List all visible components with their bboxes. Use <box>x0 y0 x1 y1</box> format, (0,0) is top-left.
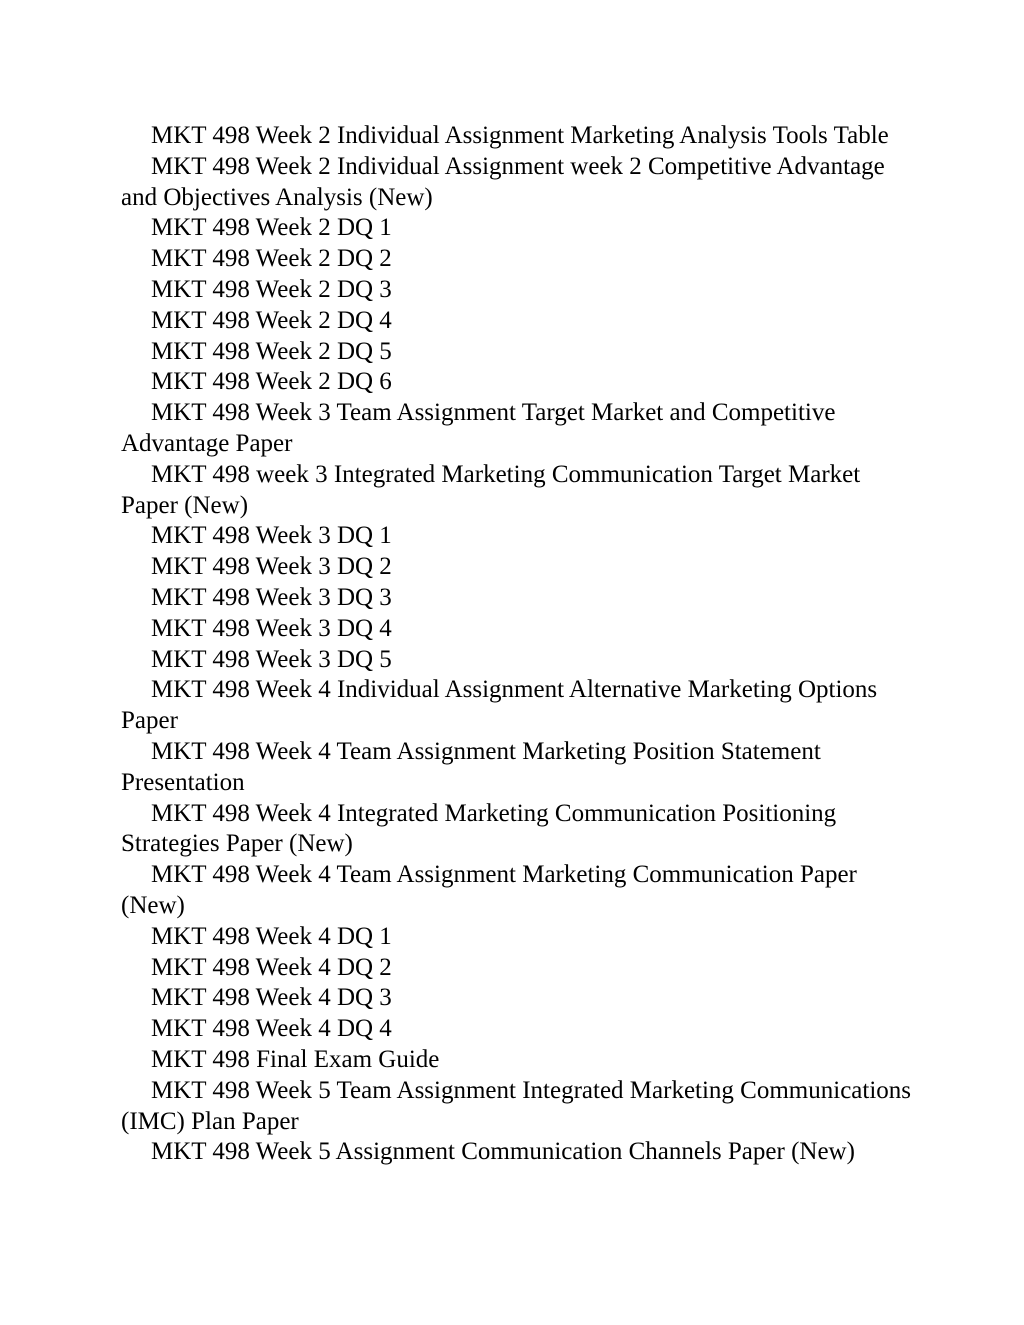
list-item: MKT 498 Week 3 DQ 3 <box>151 583 392 611</box>
list-item: MKT 498 Week 3 DQ 5 <box>151 645 392 673</box>
list-item: MKT 498 Week 3 DQ 4 <box>151 614 392 642</box>
list-item: MKT 498 Week 3 Team Assignment Target Market and Competitive Advantage Paper <box>121 399 836 457</box>
list-item: MKT 498 Week 5 Team Assignment Integrated Marketing Communications (IMC) Plan Paper <box>121 1076 912 1135</box>
list-item: MKT 498 Week 5 Assignment Communication Channels Paper (New) <box>151 1138 855 1166</box>
list-item: MKT 498 Week 3 DQ 2 <box>151 553 392 581</box>
list-item: MKT 498 Week 4 Integrated Marketing Communication Positioning Strategies Paper (New) <box>121 799 837 858</box>
course-item-list <box>121 121 911 1168</box>
list-item: MKT 498 Week 2 DQ 4 <box>151 306 392 334</box>
list-item: MKT 498 Week 4 DQ 1 <box>151 922 392 950</box>
list-item: MKT 498 Week 4 DQ 3 <box>151 984 392 1012</box>
list-item: MKT 498 Week 4 Team Assignment Marketing Communication Paper (New) <box>121 861 857 919</box>
list-item: MKT 498 Week 2 DQ 2 <box>151 245 392 273</box>
list-item: MKT 498 Week 2 DQ 5 <box>151 337 392 365</box>
list-item: MKT 498 Week 2 Individual Assignment week 2 Competitive Advantage and Objectives Analysis (New) <box>121 152 885 211</box>
list-item: MKT 498 Week 4 DQ 2 <box>151 953 392 981</box>
list-item: MKT 498 Week 2 Individual Assignment Marketing Analysis Tools Table <box>151 122 889 149</box>
list-item: MKT 498 Week 4 DQ 4 <box>151 1015 392 1043</box>
list-item: MKT 498 Week 4 Individual Assignment Alternative Marketing Options Paper <box>121 676 878 735</box>
list-item: MKT 498 Final Exam Guide <box>151 1045 440 1073</box>
list-item: MKT 498 Week 2 DQ 6 <box>151 368 392 396</box>
list-item: MKT 498 Week 4 Team Assignment Marketing Position Statement Presentation <box>121 737 821 796</box>
list-item: MKT 498 week 3 Integrated Marketing Communication Target Market Paper (New) <box>121 460 861 519</box>
list-item: MKT 498 Week 2 DQ 3 <box>151 275 392 303</box>
list-item: MKT 498 Week 2 DQ 1 <box>151 214 392 242</box>
list-item: MKT 498 Week 3 DQ 1 <box>151 522 392 550</box>
